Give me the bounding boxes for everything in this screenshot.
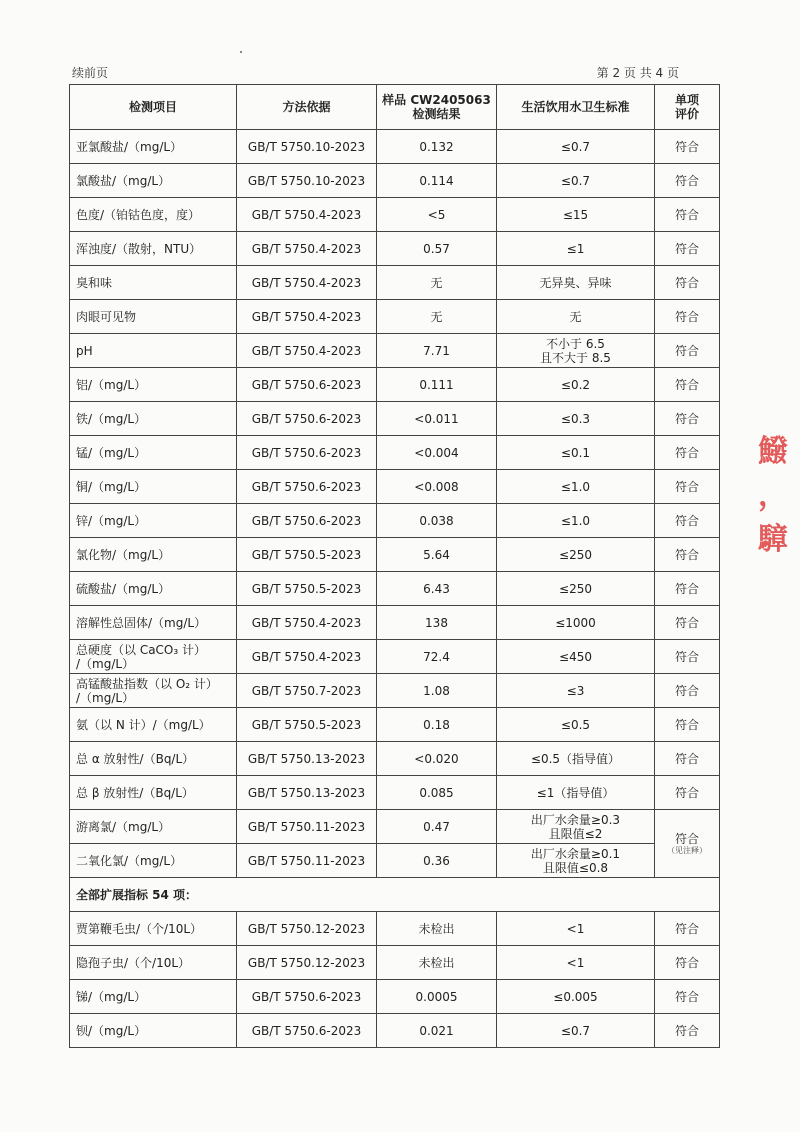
cell-result: 0.021 bbox=[377, 1014, 497, 1048]
cell-method: GB/T 5750.7-2023 bbox=[237, 674, 377, 708]
cell-result: 1.08 bbox=[377, 674, 497, 708]
cell-method: GB/T 5750.4-2023 bbox=[237, 232, 377, 266]
cell-method: GB/T 5750.4-2023 bbox=[237, 640, 377, 674]
cell-item: 色度/（铂钴色度，度） bbox=[70, 198, 237, 232]
table-row bbox=[70, 470, 720, 504]
cell-result: <0.008 bbox=[377, 470, 497, 504]
col-header-result bbox=[377, 85, 497, 130]
table-row bbox=[70, 946, 720, 980]
table-row bbox=[70, 368, 720, 402]
stamp-char: 鱍 bbox=[758, 434, 788, 469]
cell-method: GB/T 5750.6-2023 bbox=[237, 980, 377, 1014]
cell-method: GB/T 5750.10-2023 bbox=[237, 130, 377, 164]
cell-item: 浑浊度/（散射，NTU） bbox=[70, 232, 237, 266]
cell-eval: 符合 bbox=[655, 572, 720, 606]
cell-standard: ≤0.7 bbox=[497, 130, 655, 164]
col-header-method: 方法依据 bbox=[237, 85, 377, 130]
cell-item: 溶解性总固体/（mg/L） bbox=[70, 606, 237, 640]
cell-eval: 符合 bbox=[655, 470, 720, 504]
cell-method: GB/T 5750.12-2023 bbox=[237, 946, 377, 980]
table-row bbox=[70, 980, 720, 1014]
table-row bbox=[70, 232, 720, 266]
section-title: 全部扩展指标 54 项： bbox=[70, 878, 720, 912]
cell-eval: 符合 bbox=[655, 436, 720, 470]
cell-eval: 符合 bbox=[655, 130, 720, 164]
cell-eval: 符合 bbox=[655, 164, 720, 198]
table-row bbox=[70, 776, 720, 810]
cell-result: 5.64 bbox=[377, 538, 497, 572]
cell-eval: 符合 bbox=[655, 368, 720, 402]
table-row bbox=[70, 674, 720, 708]
cell-item: 游离氯/（mg/L） bbox=[70, 810, 237, 844]
col-header-eval-line1: 单项 bbox=[674, 93, 699, 107]
cell-item: 总 β 放射性/（Bq/L） bbox=[70, 776, 237, 810]
cell-item: 锌/（mg/L） bbox=[70, 504, 237, 538]
cell-eval-merged bbox=[655, 810, 720, 878]
table-row bbox=[70, 436, 720, 470]
table-row bbox=[70, 810, 720, 844]
cell-standard: ≤1.0 bbox=[497, 504, 655, 538]
cell-result: 0.57 bbox=[377, 232, 497, 266]
cell-standard: ≤0.7 bbox=[497, 164, 655, 198]
cell-standard: ≤0.3 bbox=[497, 402, 655, 436]
table-header-row bbox=[70, 85, 720, 130]
cell-item: 氨（以 N 计）/（mg/L） bbox=[70, 708, 237, 742]
cell-item: 氯酸盐/（mg/L） bbox=[70, 164, 237, 198]
table-row bbox=[70, 606, 720, 640]
cell-method: GB/T 5750.11-2023 bbox=[237, 810, 377, 844]
table-row bbox=[70, 300, 720, 334]
cell-eval: 符合 bbox=[655, 232, 720, 266]
table-row bbox=[70, 912, 720, 946]
cell-result: 0.47 bbox=[377, 810, 497, 844]
cell-item: 铜/（mg/L） bbox=[70, 470, 237, 504]
col-header-result-line1: 样品 CW2405063 bbox=[382, 93, 491, 107]
cell-result: 7.71 bbox=[377, 334, 497, 368]
cell-item: 高锰酸盐指数（以 O₂ 计） /（mg/L） bbox=[70, 674, 237, 708]
cell-item: 总 α 放射性/（Bq/L） bbox=[70, 742, 237, 776]
cell-eval: 符合 bbox=[655, 538, 720, 572]
cell-standard: <1 bbox=[497, 912, 655, 946]
cell-standard: ≤0.2 bbox=[497, 368, 655, 402]
cell-method: GB/T 5750.6-2023 bbox=[237, 1014, 377, 1048]
cell-eval: 符合 bbox=[655, 776, 720, 810]
cell-method: GB/T 5750.5-2023 bbox=[237, 538, 377, 572]
cell-result: <0.004 bbox=[377, 436, 497, 470]
cell-standard: 出厂水余量≥0.1 且限值≤0.8 bbox=[497, 844, 655, 878]
cell-standard: ≤1000 bbox=[497, 606, 655, 640]
cell-item: 贾第鞭毛虫/（个/10L） bbox=[70, 912, 237, 946]
cell-standard: ≤0.7 bbox=[497, 1014, 655, 1048]
cell-eval: 符合 bbox=[655, 1014, 720, 1048]
cell-standard: 出厂水余量≥0.3 且限值≤2 bbox=[497, 810, 655, 844]
cell-standard: 无 bbox=[497, 300, 655, 334]
cell-result: 未检出 bbox=[377, 912, 497, 946]
table-row bbox=[70, 402, 720, 436]
cell-standard: ≤1 bbox=[497, 232, 655, 266]
table-row bbox=[70, 334, 720, 368]
eval-merged-main: 符合 bbox=[674, 831, 699, 846]
cell-item: 亚氯酸盐/（mg/L） bbox=[70, 130, 237, 164]
test-results-table bbox=[69, 84, 720, 1048]
cell-standard: ≤1.0 bbox=[497, 470, 655, 504]
cell-method: GB/T 5750.6-2023 bbox=[237, 402, 377, 436]
cell-method: GB/T 5750.4-2023 bbox=[237, 334, 377, 368]
cell-standard: ≤1（指导值） bbox=[497, 776, 655, 810]
cell-result: 0.114 bbox=[377, 164, 497, 198]
cell-standard: ≤450 bbox=[497, 640, 655, 674]
table-row bbox=[70, 708, 720, 742]
cell-standard: ≤250 bbox=[497, 572, 655, 606]
table-row bbox=[70, 844, 720, 878]
col-header-item: 检测项目 bbox=[70, 85, 237, 130]
cell-standard: 无异臭、异味 bbox=[497, 266, 655, 300]
cell-result: 0.132 bbox=[377, 130, 497, 164]
cell-item: 臭和味 bbox=[70, 266, 237, 300]
cell-eval: 符合 bbox=[655, 640, 720, 674]
cell-eval: 符合 bbox=[655, 742, 720, 776]
cell-item: 锑/（mg/L） bbox=[70, 980, 237, 1014]
cell-item: 肉眼可见物 bbox=[70, 300, 237, 334]
cell-result: 无 bbox=[377, 300, 497, 334]
table-row bbox=[70, 164, 720, 198]
stamp-char: ， bbox=[758, 478, 788, 513]
cell-standard: <1 bbox=[497, 946, 655, 980]
cell-eval: 符合 bbox=[655, 980, 720, 1014]
cell-method: GB/T 5750.5-2023 bbox=[237, 708, 377, 742]
cell-item: 总硬度（以 CaCO₃ 计） /（mg/L） bbox=[70, 640, 237, 674]
cell-method: GB/T 5750.13-2023 bbox=[237, 776, 377, 810]
table-row bbox=[70, 572, 720, 606]
cell-method: GB/T 5750.6-2023 bbox=[237, 470, 377, 504]
section-row bbox=[70, 878, 720, 912]
table-row bbox=[70, 504, 720, 538]
cell-item: 铝/（mg/L） bbox=[70, 368, 237, 402]
table-row bbox=[70, 130, 720, 164]
page-number: 第 2 页 共 4 页 bbox=[596, 66, 679, 80]
cell-item: 铁/（mg/L） bbox=[70, 402, 237, 436]
cell-standard: ≤0.5 bbox=[497, 708, 655, 742]
cell-method: GB/T 5750.10-2023 bbox=[237, 164, 377, 198]
cell-item: 锰/（mg/L） bbox=[70, 436, 237, 470]
cell-eval: 符合 bbox=[655, 198, 720, 232]
cell-method: GB/T 5750.6-2023 bbox=[237, 436, 377, 470]
table-row bbox=[70, 1014, 720, 1048]
cell-eval: 符合 bbox=[655, 674, 720, 708]
cell-method: GB/T 5750.6-2023 bbox=[237, 368, 377, 402]
cell-method: GB/T 5750.4-2023 bbox=[237, 266, 377, 300]
cell-eval: 符合 bbox=[655, 912, 720, 946]
col-header-result-line2: 检测结果 bbox=[412, 107, 461, 121]
cell-result: 0.038 bbox=[377, 504, 497, 538]
cell-eval: 符合 bbox=[655, 266, 720, 300]
table-row bbox=[70, 538, 720, 572]
cell-method: GB/T 5750.4-2023 bbox=[237, 300, 377, 334]
cell-eval: 符合 bbox=[655, 334, 720, 368]
cell-result: 0.18 bbox=[377, 708, 497, 742]
col-header-standard: 生活饮用水卫生标准 bbox=[497, 85, 655, 130]
cell-standard: 不小于 6.5 且不大于 8.5 bbox=[497, 334, 655, 368]
cell-result: 6.43 bbox=[377, 572, 497, 606]
cell-item: 钡/（mg/L） bbox=[70, 1014, 237, 1048]
cell-method: GB/T 5750.4-2023 bbox=[237, 606, 377, 640]
cell-eval: 符合 bbox=[655, 504, 720, 538]
cell-result: 0.0005 bbox=[377, 980, 497, 1014]
cell-result: 72.4 bbox=[377, 640, 497, 674]
scan-speck bbox=[240, 51, 242, 53]
cell-result: <0.020 bbox=[377, 742, 497, 776]
cell-standard: ≤3 bbox=[497, 674, 655, 708]
cell-result: <0.011 bbox=[377, 402, 497, 436]
cell-item: pH bbox=[70, 334, 237, 368]
cell-eval: 符合 bbox=[655, 708, 720, 742]
continued-label: 续前页 bbox=[72, 66, 109, 80]
cell-result: 0.36 bbox=[377, 844, 497, 878]
col-header-eval-line2: 评价 bbox=[674, 107, 699, 121]
cell-item: 隐孢子虫/（个/10L） bbox=[70, 946, 237, 980]
cell-method: GB/T 5750.13-2023 bbox=[237, 742, 377, 776]
red-seal-stamp bbox=[758, 430, 800, 600]
cell-method: GB/T 5750.6-2023 bbox=[237, 504, 377, 538]
cell-method: GB/T 5750.11-2023 bbox=[237, 844, 377, 878]
cell-result: 未检出 bbox=[377, 946, 497, 980]
cell-method: GB/T 5750.12-2023 bbox=[237, 912, 377, 946]
cell-standard: ≤0.005 bbox=[497, 980, 655, 1014]
cell-result: <5 bbox=[377, 198, 497, 232]
cell-eval: 符合 bbox=[655, 606, 720, 640]
cell-standard: ≤250 bbox=[497, 538, 655, 572]
cell-result: 0.111 bbox=[377, 368, 497, 402]
cell-method: GB/T 5750.4-2023 bbox=[237, 198, 377, 232]
col-header-eval bbox=[655, 85, 720, 130]
cell-eval: 符合 bbox=[655, 300, 720, 334]
cell-eval: 符合 bbox=[655, 402, 720, 436]
table-row bbox=[70, 640, 720, 674]
cell-item: 氯化物/（mg/L） bbox=[70, 538, 237, 572]
stamp-char: 騿 bbox=[758, 522, 788, 557]
cell-item: 硫酸盐/（mg/L） bbox=[70, 572, 237, 606]
cell-method: GB/T 5750.5-2023 bbox=[237, 572, 377, 606]
table-row bbox=[70, 198, 720, 232]
cell-eval: 符合 bbox=[655, 946, 720, 980]
cell-result: 0.085 bbox=[377, 776, 497, 810]
cell-result: 无 bbox=[377, 266, 497, 300]
table-row bbox=[70, 742, 720, 776]
cell-standard: ≤15 bbox=[497, 198, 655, 232]
eval-merged-note: （见注释） bbox=[667, 845, 707, 855]
table-row bbox=[70, 266, 720, 300]
cell-standard: ≤0.1 bbox=[497, 436, 655, 470]
cell-item: 二氧化氯/（mg/L） bbox=[70, 844, 237, 878]
cell-result: 138 bbox=[377, 606, 497, 640]
cell-standard: ≤0.5（指导值） bbox=[497, 742, 655, 776]
